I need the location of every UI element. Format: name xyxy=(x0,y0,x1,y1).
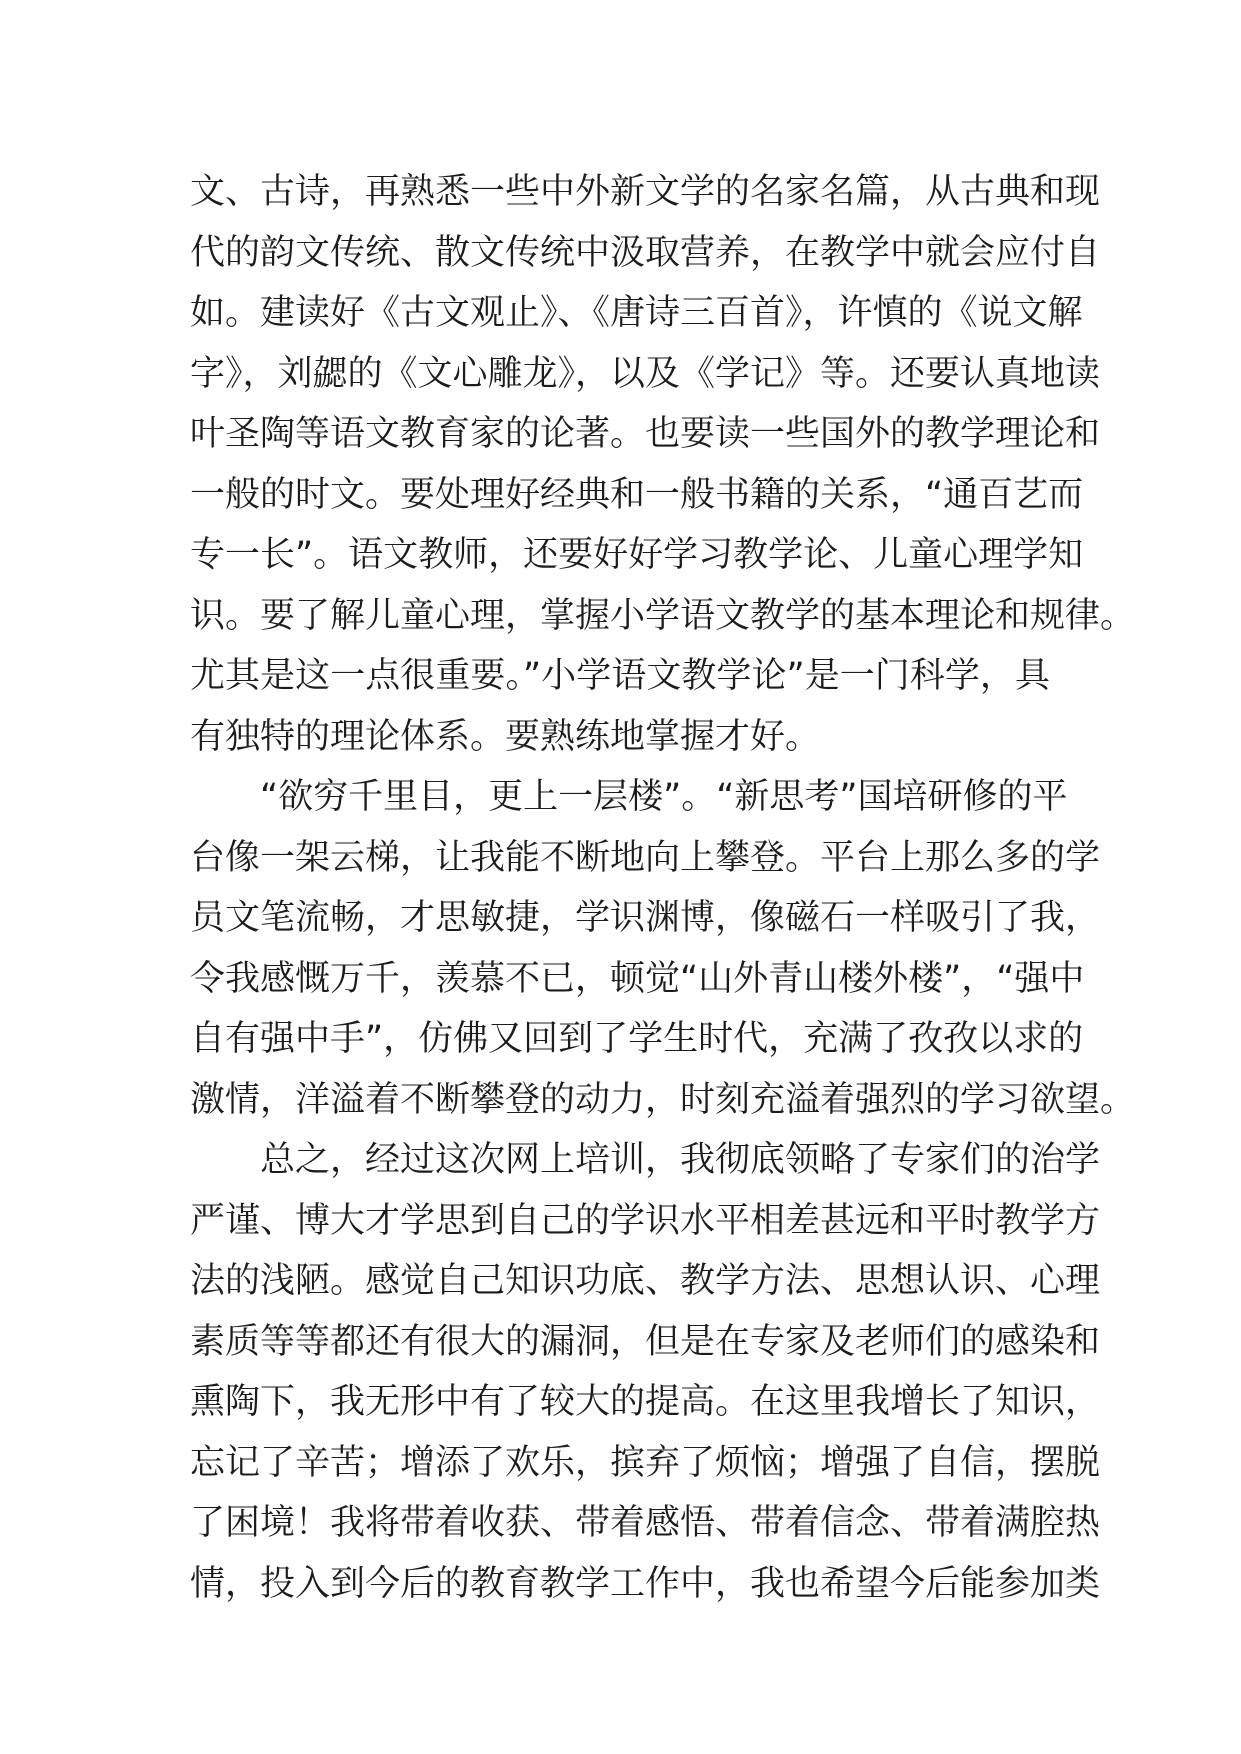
text-line: 台像一架云梯，让我能不断地向上攀登。平台上那么多的学 xyxy=(190,837,1101,878)
text-line: 一般的时文。要处理好经典和一般书籍的关系，“通百艺而 xyxy=(190,474,1084,515)
text-line: 尤其是这一点很重要。”小学语文教学论”是一门科学，具 xyxy=(190,656,1050,696)
text-line: 如。建读好《古文观止》、《唐诗三百首》，许慎的《说文解 xyxy=(190,293,1083,333)
text-line: 员文笔流畅，才思敏捷，学识渊博，像磁石一样吸引了我， xyxy=(190,898,1101,938)
text-line: 令我感慨万千，羡慕不已，顿觉“山外青山楼外楼”，“强中 xyxy=(190,958,1085,999)
text-line: 识。要了解儿童心理，掌握小学语文教学的基本理论和规律。 xyxy=(190,595,1136,636)
text-line: 总之，经过这次网上培训，我彻底领略了专家们的治学 xyxy=(260,1140,1101,1180)
text-line: “欲穷千里目，更上一层楼”。“新思考”国培研修的平 xyxy=(260,777,1068,817)
text-line: 情，投入到今后的教育教学工作中，我也希望今后能参加类 xyxy=(190,1563,1101,1604)
text-line: 叶圣陶等语文教育家的论著。也要读一些国外的教学理论和 xyxy=(190,414,1101,454)
text-line: 忘记了辛苦；增添了欢乐，摈弃了烦恼；增强了自信，摆脱 xyxy=(190,1442,1101,1483)
body-text xyxy=(190,162,1136,1614)
text-line: 素质等等都还有很大的漏洞，但是在专家及老师们的感染和 xyxy=(190,1321,1101,1362)
text-line: 代的韵文传统、散文传统中汲取营养，在教学中就会应付自 xyxy=(190,232,1101,273)
text-line: 专一长”。语文教师，还要好好学习教学论、儿童心理学知 xyxy=(190,535,1084,575)
text-line: 了困境！我将带着收获、带着感悟、带着信念、带着满腔热 xyxy=(190,1503,1101,1543)
text-line: 字》，刘勰的《文心雕龙》，以及《学记》等。还要认真地读 xyxy=(190,353,1101,394)
text-line: 激情，洋溢着不断攀登的动力，时刻充溢着强烈的学习欲望。 xyxy=(190,1079,1136,1120)
text-line: 法的浅陋。感觉自己知识功底、教学方法、思想认识、心理 xyxy=(190,1261,1101,1301)
text-line: 严谨、博大才学思到自己的学识水平相差甚远和平时教学方 xyxy=(190,1200,1101,1241)
text-line: 熏陶下，我无形中有了较大的提高。在这里我增长了知识， xyxy=(190,1382,1101,1422)
text-line: 文、古诗，再熟悉一些中外新文学的名家名篇，从古典和现 xyxy=(190,172,1101,212)
text-line: 自有强中手”，仿佛又回到了学生时代，充满了孜孜以求的 xyxy=(190,1019,1084,1059)
text-line: 有独特的理论体系。要熟练地掌握才好。 xyxy=(190,716,821,757)
